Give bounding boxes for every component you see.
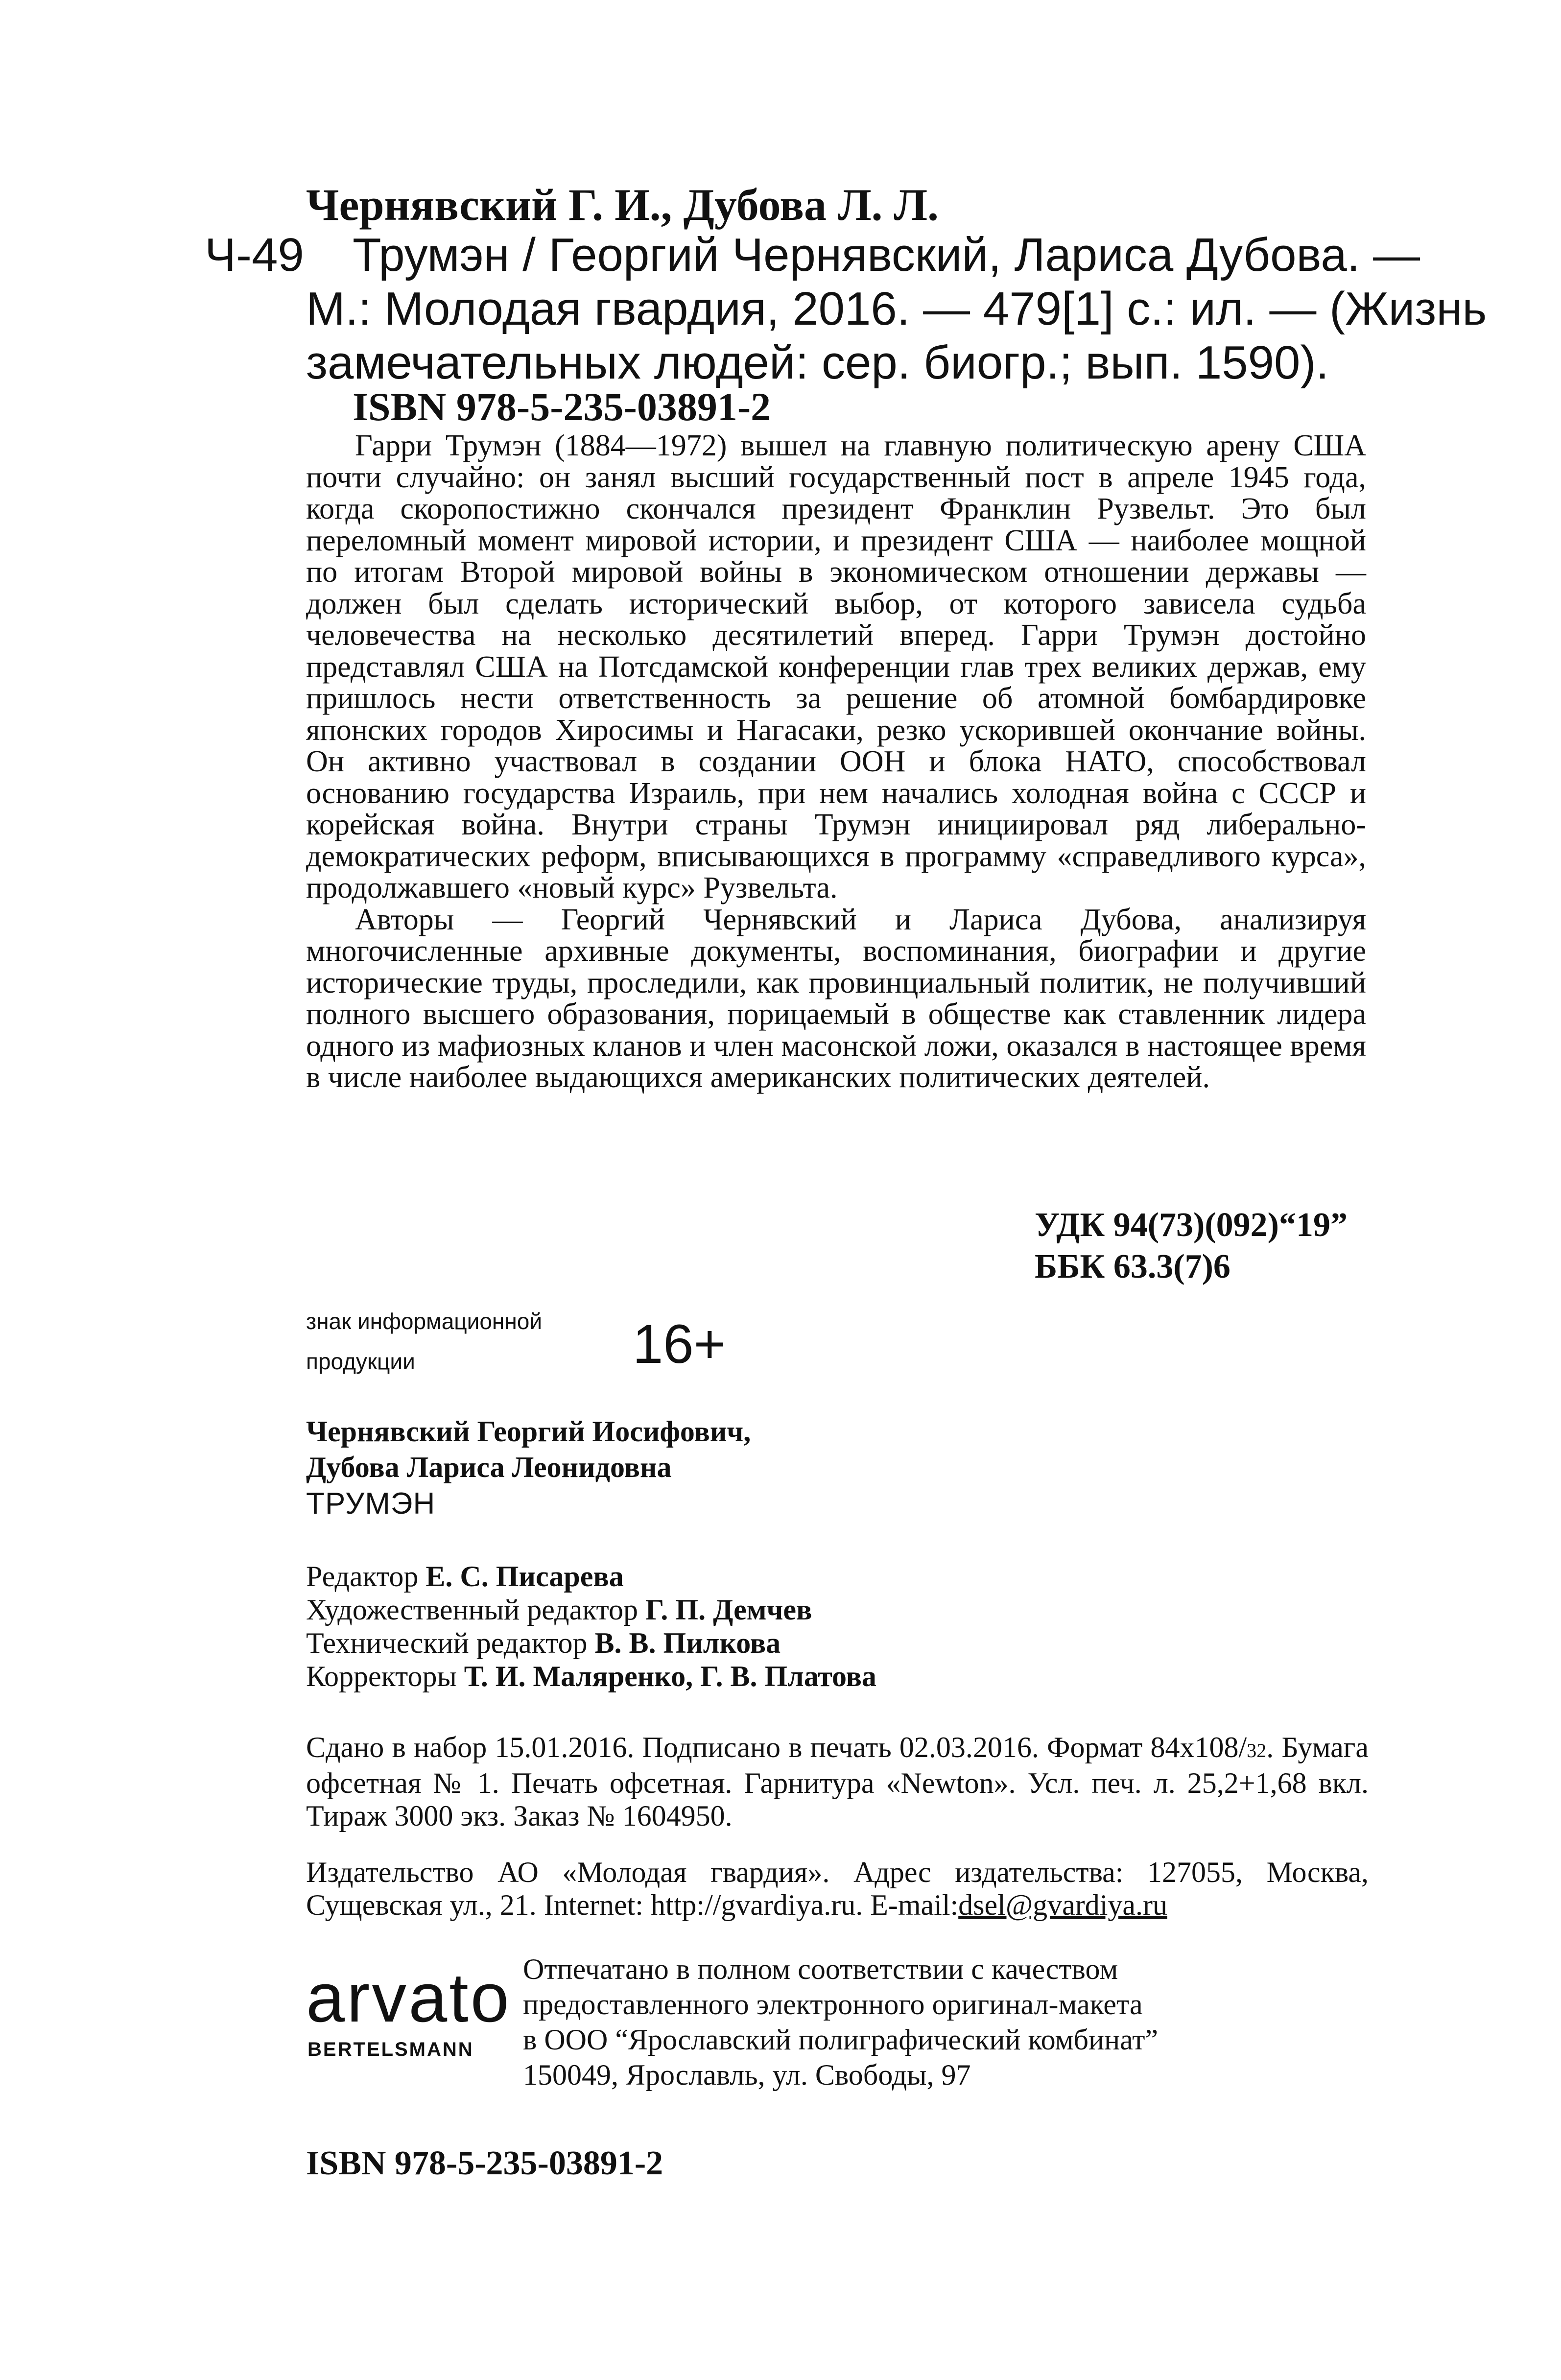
bibliographic-record (306, 228, 1487, 390)
annotation-paragraph: Гарри Трумэн (1884—1972) вышел на главную политическую арену США почти случайно: он занял высший государственный пост в апреле 1945 года, когда скоропостижно скончался президент Франклин Рузвельт. Это был переломный момент мировой истории, и президент США — наиболее мощной по итогам Второй мировой войны в экономическом отношении державы — должен был сделать исторический выбор, от которого зависела судьба человечества на несколько десятилетий вперед. Гарри Трумэн достойно представлял США на Потсдамской конференции глав трех великих держав, ему пришлось нести ответственность за решение об атомной бомбардировке японских городов Хиросимы и Нагасаки, резко ускорившей окончание войны. Он активно участвовал в создании ООН и блока НАТО, способствовал основанию государства Израиль, при нем начались холодная война с СССР и корейская война. Внутри страны Трумэн инициировал ряд либерально-демократических реформ, вписывающихся в программу «справедливого курса», продолжавшего «новый курс» Рузвельта. (306, 429, 1366, 904)
staff-role: Редактор (306, 1560, 419, 1593)
format-fraction: 32 (1247, 1739, 1267, 1761)
staff-row (306, 1660, 876, 1693)
print-info-tail: . Бумага офсетная № 1. Печать офсетная. Гарнитура «Newton». Усл. печ. л. 25,2+1,68 вкл. Тираж 3000 экз. Заказ № 1604950. (306, 1731, 1369, 1832)
isbn-top: ISBN 978-5-235-03891-2 (353, 384, 771, 429)
printer-line: предоставленного электронного оригинал-макета (523, 1988, 1143, 2021)
printer-line: Отпечатано в полном соответствии с качеством (523, 1953, 1118, 1985)
printer-info (523, 1952, 1158, 2093)
staff-row (306, 1593, 876, 1626)
arvato-logo: arvato (306, 1959, 511, 2037)
staff-name: Т. И. Маляренко, Г. В. Платова (464, 1660, 876, 1692)
bibliographic-line: замечательных людей: сер. биогр.; вып. 1590). (306, 336, 1329, 389)
catalog-code: Ч-49 (205, 229, 304, 281)
publisher-text (306, 1856, 1369, 1922)
age-rating: 16+ (633, 1313, 726, 1375)
author-full-name: Дубова Лариса Леонидовна (306, 1451, 672, 1483)
bibliographic-line: Трумэн / Георгий Чернявский, Лариса Дубова. — (353, 229, 1420, 281)
book-title: ТРУМЭН (306, 1487, 436, 1521)
annotation-paragraph: Авторы — Георгий Чернявский и Лариса Дубова, анализируя многочисленные архивные документы, воспоминания, биографии и другие исторические труды, проследили, как провинциальный политик, не получивший полного высшего образования, порицаемый в обществе как ставленник лидера одного из мафиозных кланов и член масонской ложи, оказался в настоящее время в числе наиболее выдающихся американских политических деятелей. (306, 903, 1366, 1094)
print-info (306, 1731, 1369, 1833)
annotation (306, 430, 1366, 1094)
udk-code: УДК 94(73)(092)“19” (1035, 1206, 1348, 1244)
info-sign-label: знак информационной (306, 1309, 543, 1334)
publisher-info (306, 1856, 1369, 1922)
printer-line: 150049, Ярославль, ул. Свободы, 97 (523, 2059, 971, 2091)
bertelsmann-logo: BERTELSMANN (307, 2039, 474, 2060)
publisher-address: Издательство АО «Молодая гвардия». Адрес издательства: 127055, Москва, Сущевская ул., 21. Internet: http://gvardiya.ru. E-mail: (306, 1856, 1369, 1921)
staff-list (306, 1560, 876, 1693)
bbk-code: ББК 63.3(7)6 (1035, 1248, 1230, 1285)
author-full-name: Чернявский Георгий Иосифович, (306, 1415, 751, 1448)
staff-role: Технический редактор (306, 1627, 588, 1659)
staff-role: Корректоры (306, 1660, 457, 1692)
bibliographic-line: М.: Молодая гвардия, 2016. — 479[1] с.: ил. — (Жизнь (306, 283, 1487, 335)
printer-line: в ООО “Ярославский полиграфический комбинат” (523, 2023, 1159, 2056)
authors-heading: Чернявский Г. И., Дубова Л. Л. (306, 180, 939, 230)
staff-row (306, 1626, 876, 1660)
print-info-main: Сдано в набор 15.01.2016. Подписано в печать 02.03.2016. Формат 84x108/ (306, 1731, 1247, 1763)
staff-role: Художественный редактор (306, 1594, 638, 1626)
info-sign-label: продукции (306, 1349, 415, 1374)
print-info-text (306, 1731, 1369, 1833)
isbn-bottom: ISBN 978-5-235-03891-2 (306, 2144, 663, 2182)
publisher-email: dsel@gvardiya.ru (958, 1889, 1167, 1921)
staff-name: Е. С. Писарева (426, 1560, 624, 1593)
staff-row (306, 1560, 876, 1593)
staff-name: Г. П. Демчев (645, 1594, 812, 1626)
staff-name: В. В. Пилкова (594, 1627, 781, 1659)
